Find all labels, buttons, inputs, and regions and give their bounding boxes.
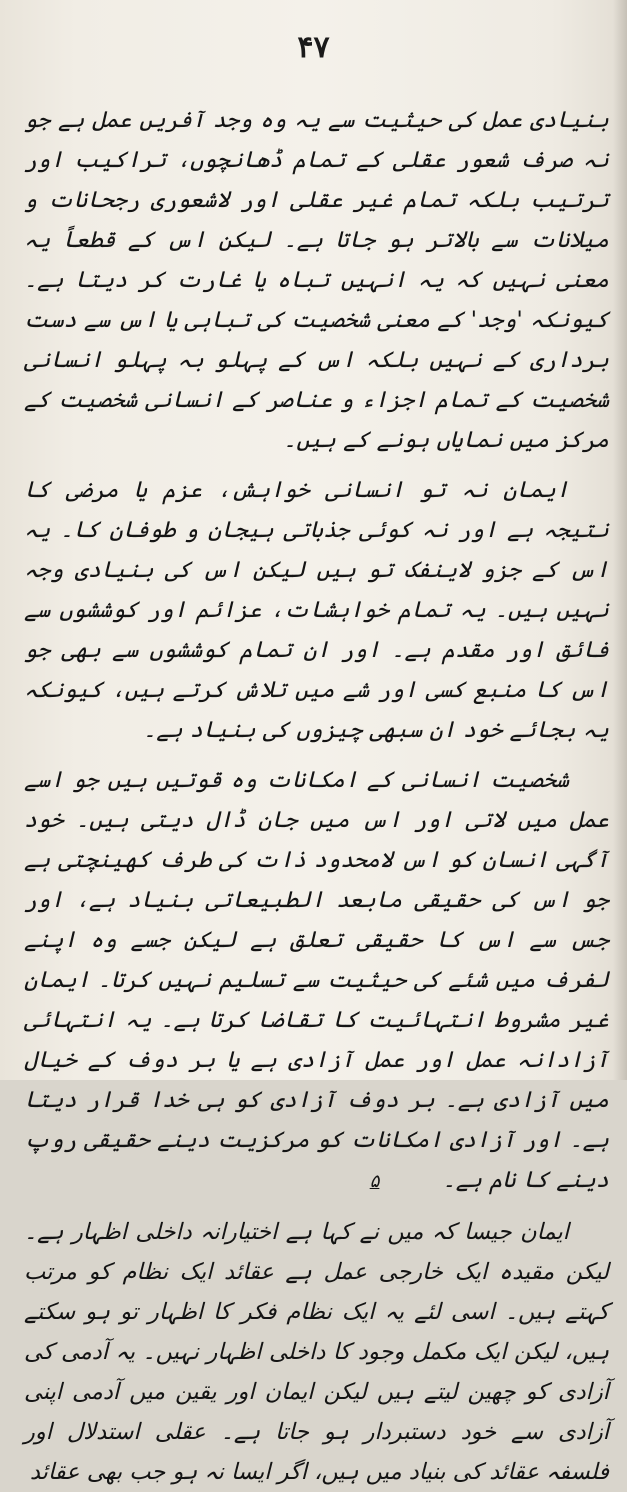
body-text <box>24 100 609 1485</box>
paragraph-3 <box>24 760 609 1202</box>
paragraph-1: بنیادی عمل کی حیثیت سے یہ وہ وجد آفریں عمل ہے جو نہ صرف شعور عقلی کے تمام ڈھانچوں، تراکیب اور ترتیب بلکہ تمام غیر عقلی اور لاشعوری رجحانات و میلانات سے بالاتر ہو جاتا ہے۔ لیکن اس کے قطعاً یہ معنی نہیں کہ یہ انہیں تباہ یا غارت کر دیتا ہے۔ کیونکہ 'وجد' کے معنی شخصیت کی تباہی یا اس سے دست برداری کے نہیں بلکہ اس کے پہلو بہ پہلو انسانی شخصیت کے تمام اجزاء و عناصر کے انسانی شخصیت کے مرکز میں نمایاں ہونے کے ہیں۔ <box>24 107 609 453</box>
footnote-ref: ۵ <box>369 1171 380 1192</box>
paragraph-2: ایمان نہ تو انسانی خواہش، عزم یا مرضی کا نتیجہ ہے اور نہ کوئی جذباتی ہیجان و طوفان کا۔ یہ اس کے جزو لاینفک تو ہیں لیکن اس کی بنیادی وجہ نہیں ہیں۔ یہ تمام خواہشات، عزائم اور کوششوں سے فائق اور مقدم ہے۔ اور ان تمام کوششوں سے بھی جو اس کا منبع کسی اور شے میں تلاش کرتے ہیں، کیونکہ یہ بجائے خود ان سبھی چیزوں کی بنیاد ہے۔ <box>24 477 609 743</box>
paragraph-3-text: شخصیت انسانی کے امکانات وہ قوتیں ہیں جو اسے عمل میں لاتی اور اس میں جان ڈال دیتی ہیں۔ خود آگہی انسان کو اس لامحدود ذات کی طرف کھینچتی ہے جو اس کی حقیقی مابعد الطبیعاتی بنیاد ہے، اور جس سے اس کا حقیقی تعلق ہے لیکن جسے وہ اپنے لفرف میں شئے کی حیثیت سے تسلیم نہیں کرتا۔ ایمان غیر مشروط انتہائیت کا تقاضا کرتا ہے۔ یہ انتہائی آزادانہ عمل اور عمل آزادی ہے یا بر دوف کے خیال میں آزادی ہے۔ بر دوف آزادی کو ہی خدا قرار دیتا ہے۔ اور آزادی امکانات کو مرکزیت دینے حقیقی روپ دینے کا نام ہے۔ <box>24 767 609 1193</box>
page-binding-shadow <box>613 0 627 1080</box>
paragraph-4: ایمان جیسا کہ میں نے کہا ہے اختیارانہ داخلی اظہار ہے۔ لیکن مقیدہ ایک خارجی عمل ہے عقائد ایک نظام کو مرتب کہتے ہیں۔ اسی لئے یہ ایک نظام فکر کا اظہار تو ہو سکتے ہیں، لیکن ایک مکمل وجود کا داخلی اظہار نہیں۔ یہ آدمی کی آزادی کو چھین لیتے ہیں لیکن ایمان اور یقین میں آدمی اپنی آزادی سے خود دستبردار ہو جاتا ہے۔ عقلی استدلال اور فلسفہ عقائد کی بنیاد میں ہیں، اگر ایسا نہ ہو جب بھی عقائد <box>24 1219 609 1485</box>
page-number: ۴۷ <box>297 30 330 65</box>
